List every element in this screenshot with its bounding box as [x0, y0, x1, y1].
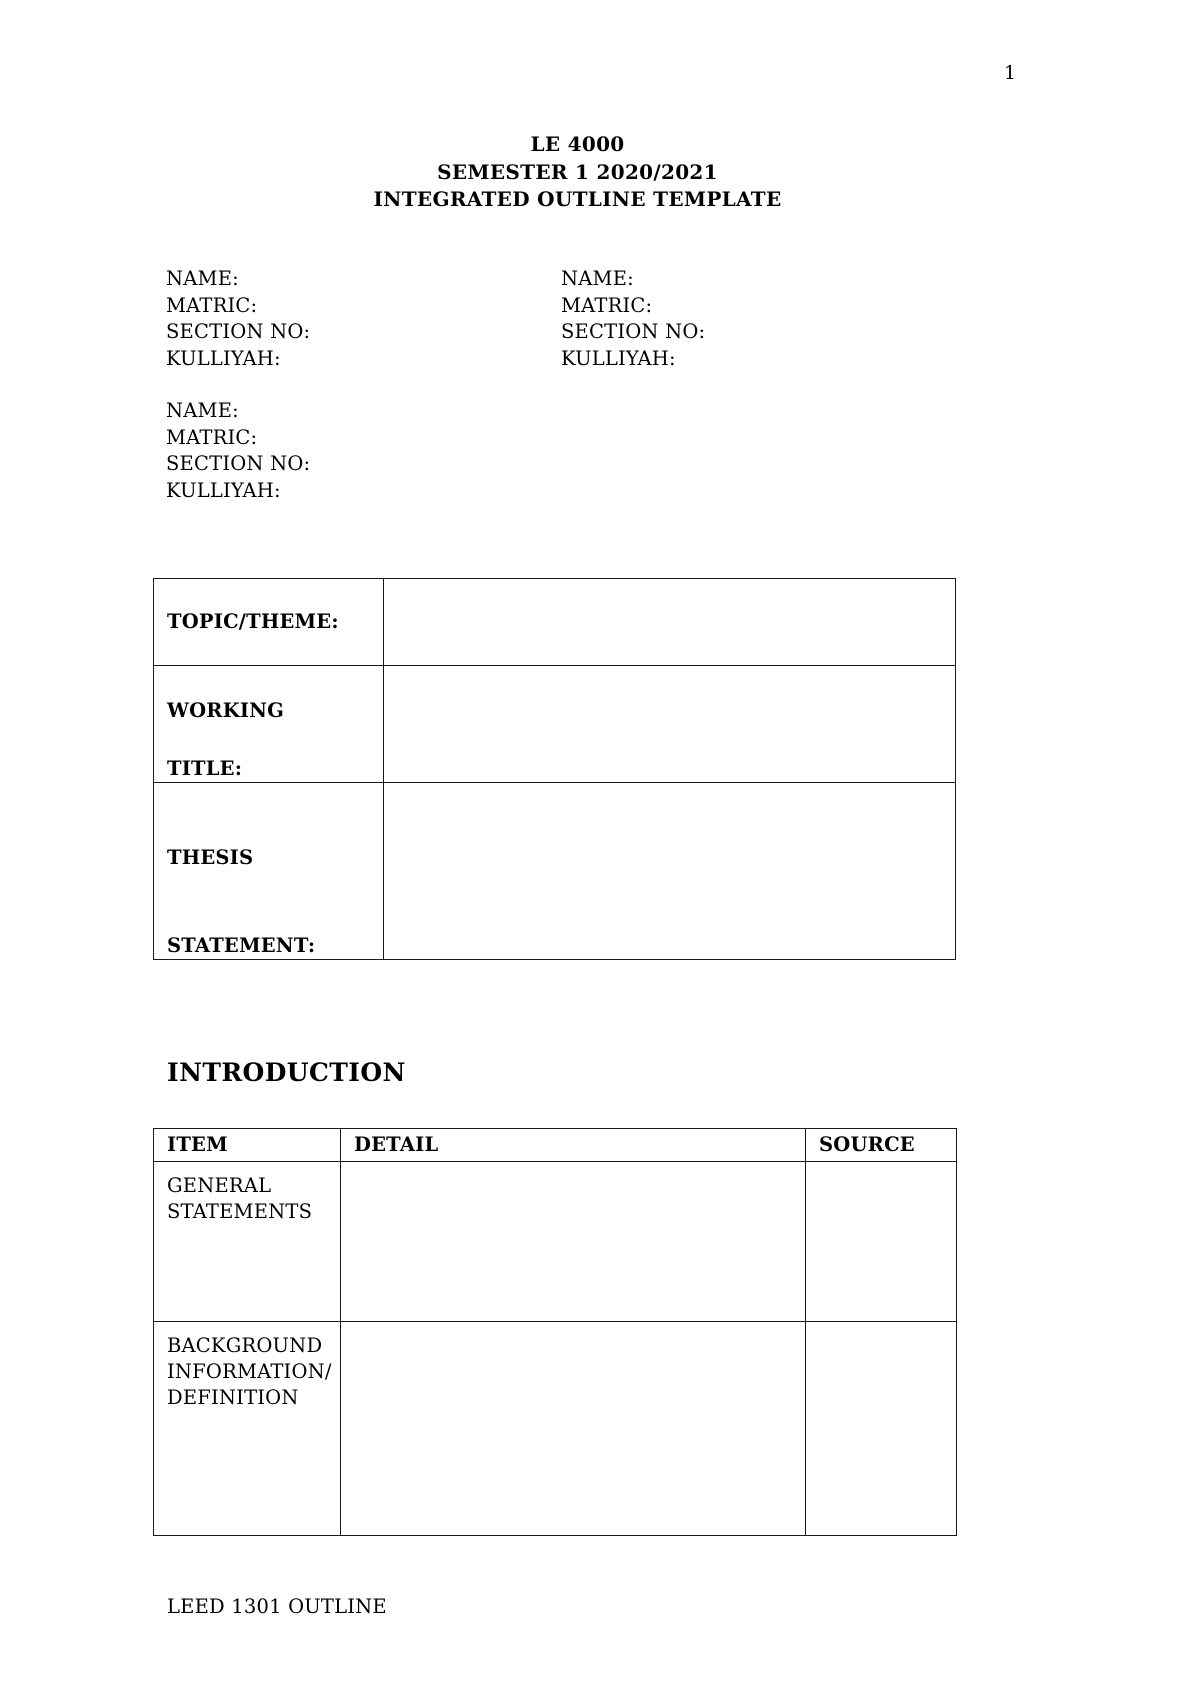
background-detail-cell[interactable]	[341, 1322, 806, 1536]
matric-label-1: MATRIC:	[166, 293, 258, 317]
name-label-1: NAME:	[166, 267, 239, 290]
thesis-label-cell	[154, 783, 384, 960]
thesis-label-line1: THESIS	[167, 846, 254, 869]
document-title-block	[0, 131, 1155, 214]
column-header-item-cell	[154, 1129, 341, 1162]
topic-value	[384, 579, 955, 609]
meta-table	[153, 578, 956, 960]
column-header-source: SOURCE	[819, 1133, 915, 1156]
thesis-value-cell[interactable]	[384, 783, 956, 960]
name-label-2: NAME:	[561, 267, 634, 290]
background-item-cell	[154, 1322, 341, 1536]
title-template-name: INTEGRATED OUTLINE TEMPLATE	[373, 187, 782, 211]
general-item-line2: STATEMENTS	[167, 1200, 313, 1223]
background-item-line1: BACKGROUND	[167, 1334, 323, 1357]
student-info-block-3	[166, 398, 310, 504]
general-source-value	[806, 1162, 956, 1173]
table-row-general-statements	[154, 1162, 957, 1322]
column-header-detail-cell	[341, 1129, 806, 1162]
background-item-line2: INFORMATION/	[167, 1360, 332, 1383]
general-detail-cell[interactable]	[341, 1162, 806, 1322]
topic-label-cell	[154, 579, 384, 666]
table-header-row	[154, 1129, 957, 1162]
general-source-cell[interactable]	[806, 1162, 957, 1322]
working-title-label-cell	[154, 666, 384, 783]
column-header-item: ITEM	[167, 1133, 228, 1156]
kulliyah-label-2: KULLIYAH:	[561, 346, 676, 370]
matric-label-2: MATRIC:	[561, 293, 653, 317]
working-title-label-line2: TITLE:	[167, 757, 243, 780]
section-heading-introduction: INTRODUCTION	[167, 1058, 406, 1087]
topic-value-cell[interactable]	[384, 579, 956, 666]
table-row-background-information	[154, 1322, 957, 1536]
general-item-cell	[154, 1162, 341, 1322]
title-course-code: LE 4000	[530, 132, 625, 156]
section-label-1: SECTION NO:	[166, 320, 311, 343]
general-detail-value	[341, 1162, 805, 1173]
working-title-value-cell[interactable]	[384, 666, 956, 783]
working-title-value	[384, 666, 955, 698]
column-header-source-cell	[806, 1129, 957, 1162]
section-label-3: SECTION NO:	[166, 452, 311, 475]
background-source-value	[806, 1322, 956, 1333]
footer-text: LEED 1301 OUTLINE	[167, 1595, 387, 1618]
table-row-thesis-statement	[154, 783, 956, 960]
table-row-working-title	[154, 666, 956, 783]
background-item-line3: DEFINITION	[167, 1386, 299, 1409]
background-detail-value	[341, 1322, 805, 1333]
matric-label-3: MATRIC:	[166, 425, 258, 449]
kulliyah-label-1: KULLIYAH:	[166, 346, 281, 370]
introduction-table	[153, 1128, 957, 1536]
thesis-value	[384, 783, 955, 845]
name-label-3: NAME:	[166, 399, 239, 422]
page-number: 1	[1004, 62, 1017, 84]
table-row-topic	[154, 579, 956, 666]
general-item-line1: GENERAL	[167, 1174, 272, 1197]
thesis-label-line2: STATEMENT:	[167, 934, 316, 957]
student-info-block-2	[561, 266, 705, 372]
working-title-label-line1: WORKING	[167, 699, 285, 722]
student-info-block-1	[166, 266, 310, 372]
background-source-cell[interactable]	[806, 1322, 957, 1536]
title-semester: SEMESTER 1 2020/2021	[437, 159, 718, 184]
section-label-2: SECTION NO:	[561, 320, 706, 343]
column-header-detail: DETAIL	[354, 1133, 439, 1156]
topic-label: TOPIC/THEME:	[167, 610, 339, 633]
kulliyah-label-3: KULLIYAH:	[166, 478, 281, 502]
